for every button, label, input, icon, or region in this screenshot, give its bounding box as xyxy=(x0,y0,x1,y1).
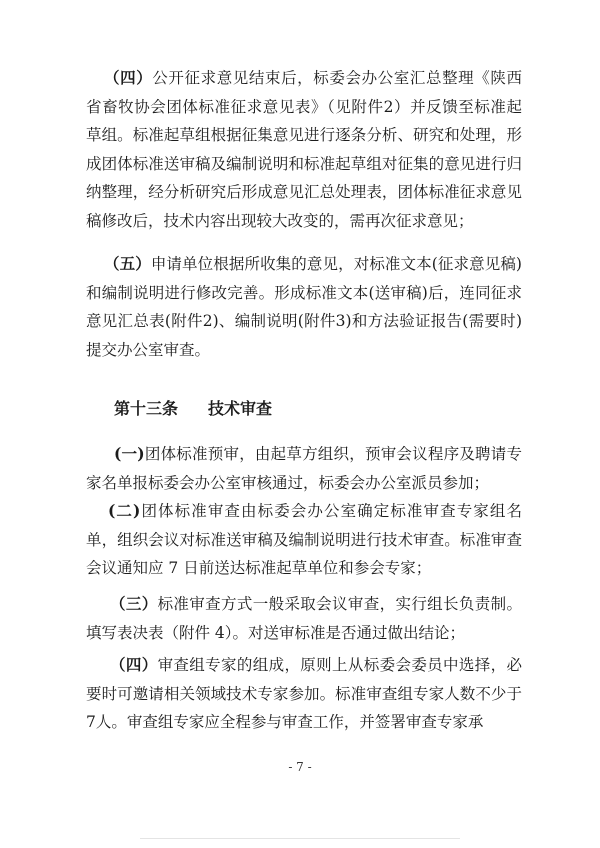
paragraph-4-expert-group xyxy=(86,651,522,737)
item-marker: (一) xyxy=(114,444,145,463)
paragraph-3-review-method xyxy=(86,590,522,647)
paragraph-text: 标准审查方式一般采取会议审查，实行组长负责制。填写表决表（附件 4）。对送审标准是否通过做出结论； xyxy=(86,595,522,642)
item-marker: （四） xyxy=(110,655,158,674)
paragraph-text: 申请单位根据所收集的意见，对标准文本(征求意见稿) 和编制说明进行修改完善。形成标准文本(送审稿)后，连同征求意见汇总表(附件2)、编制说明(附件3)和方法验证报告(需要时)提交办公室审查。 xyxy=(86,255,522,359)
paragraph-text: 公开征求意见结束后，标委会办公室汇总整理《陕西省畜牧协会团体标准征求意见表》（见附件2）并反馈至标准起草组。标准起草组根据征集意见进行逐条分析、研究和处理，形成团体标准送审稿及编制说明和标准起草组对征集的意见进行归纳整理，经分析研究后形成意见汇总处理表，团体标准征求意见稿修改后，技术内容出现较大改变的，需再次征求意见； xyxy=(86,69,522,230)
paragraph-text: 团体标准审查由标委会办公室确定标准审查专家组名单，组织会议对标准送审稿及编制说明进行技术审查。标准审查会议通知应 7 日前送达标准起草单位和参会专家； xyxy=(86,502,522,577)
paragraph-5-revision xyxy=(86,250,522,364)
article-number: 第十三条 xyxy=(114,399,179,418)
paragraph-4-public-comment xyxy=(86,64,522,235)
section-heading xyxy=(114,396,272,419)
paragraph-2-review-meeting xyxy=(86,497,522,583)
article-title: 技术审查 xyxy=(208,399,273,418)
item-marker: （五） xyxy=(104,254,151,273)
paragraph-1-pre-review xyxy=(86,440,522,497)
item-marker: （四） xyxy=(104,68,153,87)
paragraph-text: 审查组专家的组成，原则上从标委会委员中选择，必要时可邀请相关领域技术专家参加。标准审查组专家人数不少于 7人。审查组专家应全程参与审查工作，并签署审查专家承 xyxy=(86,656,522,731)
item-marker: (二) xyxy=(108,501,141,520)
page-number: - 7 - xyxy=(288,760,312,774)
item-marker: （三） xyxy=(110,594,158,613)
scan-edge-line xyxy=(140,838,460,839)
paragraph-text: 团体标准预审，由起草方组织，预审会议程序及聘请专家名单报标委会办公室审核通过，标委会办公室派员参加； xyxy=(86,445,522,492)
